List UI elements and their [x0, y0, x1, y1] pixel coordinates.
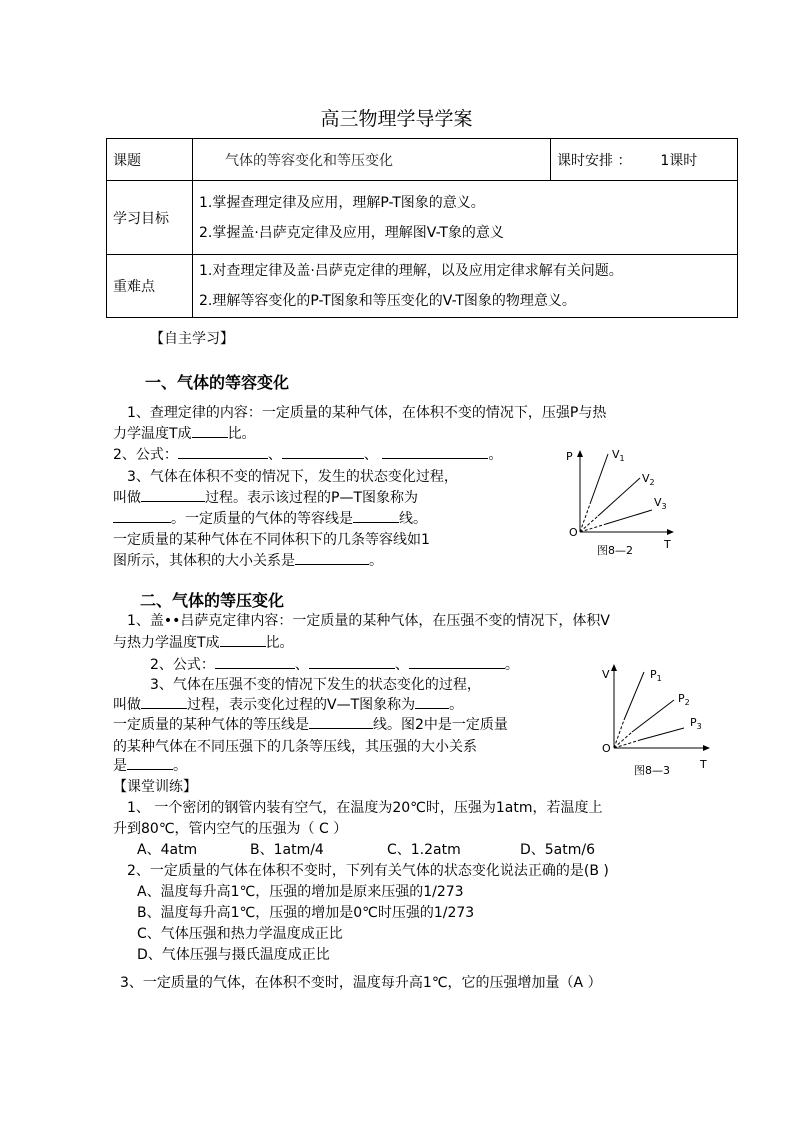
text: 与热力学温度T成	[113, 635, 220, 651]
isochore-v3	[606, 510, 652, 524]
key-label: 重难点	[107, 255, 193, 318]
p-letter: P	[678, 692, 685, 705]
text: 一定质量的某种气体的等压线是	[113, 717, 309, 733]
x-arrow	[667, 529, 674, 535]
text: 过程，表示变化过程的V—T图象称为	[187, 697, 416, 713]
text: 2、公式：	[150, 657, 215, 673]
text: 叫做	[113, 697, 141, 713]
sec2-q2-line: 2、公式： 、 、 。	[150, 654, 519, 674]
sec2-q3-line1: 3、气体在压强不变的情况下发生的状态变化的过程，	[150, 677, 481, 693]
section1-heading: 一、气体的等容变化	[145, 373, 290, 392]
sec2-q3-line3	[113, 714, 508, 734]
sec1-q1-line2	[113, 423, 256, 443]
blank	[178, 444, 268, 459]
line-label-v2	[642, 472, 655, 487]
practice-q1-option-c: C、1.2atm	[387, 842, 461, 858]
figure-caption: 图8—2	[597, 544, 633, 557]
p-letter: P	[690, 716, 697, 729]
text: 2、公式：	[113, 447, 178, 463]
time-value: 1课时	[660, 152, 698, 169]
text: 线。	[399, 511, 427, 527]
sub: 3	[696, 722, 702, 731]
practice-heading: 【课堂训练】	[113, 779, 197, 795]
practice-q1-option-a: A、4atm	[137, 842, 198, 858]
sub: 1	[656, 674, 662, 683]
blank	[192, 423, 228, 438]
page-title: 高三物理学导学案	[320, 108, 473, 130]
practice-q2-option-d: D、气体压强与摄氏温度成正比	[137, 947, 330, 963]
sec1-q3-line2	[113, 487, 418, 507]
isobar-dash	[614, 732, 632, 748]
text: 比。	[227, 426, 256, 442]
text: 力学温度T成	[113, 426, 192, 442]
sec1-q3-line3	[113, 508, 427, 528]
isochore-v2	[598, 478, 640, 516]
figure-caption: 图8—3	[634, 764, 670, 777]
sec2-q1-line1: 1、盖••吕萨克定律内容：一定质量的某种气体，在压强不变的情况下，体积V	[127, 613, 610, 629]
topic-value: 气体的等容变化和等压变化	[193, 139, 551, 181]
key-line: 1.对查理定律及盖·吕萨克定律的理解，以及应用定律求解有关问题。	[199, 263, 623, 279]
goal-line: 1.掌握查理定律及应用，理解P-T图象的意义。	[199, 194, 485, 211]
sec1-q3-line1: 3、气体在体积不变的情况下，发生的状态变化过程，	[127, 469, 458, 485]
goal-line: 2.掌握盖·吕萨克定律及应用，理解图V-T象的意义	[199, 224, 504, 241]
blank	[309, 654, 395, 669]
text: 。	[173, 758, 187, 774]
v-letter: V	[612, 448, 620, 461]
line-label-p2	[678, 692, 690, 707]
key-line: 2.理解等容变化的P-T图象和等压变化的V-T图象的物理意义。	[199, 293, 576, 309]
info-table	[106, 138, 738, 318]
figure-8-2	[560, 440, 690, 565]
text: 是	[113, 758, 127, 774]
practice-q1-option-d: D、5atm/6	[520, 842, 596, 858]
blank	[382, 444, 488, 459]
line-label-p1	[650, 668, 662, 683]
v-letter: V	[642, 472, 650, 485]
practice-q3: 3、一定质量的气体，在体积不变时，温度每升高1℃，它的压强增加量（A ）	[120, 975, 602, 991]
isochore-v1	[590, 454, 608, 504]
key-cell	[193, 255, 738, 318]
self-study-heading: 【自主学习】	[150, 331, 234, 347]
x-label: T	[664, 538, 671, 551]
figure-8-3	[594, 654, 724, 780]
blank	[353, 508, 399, 523]
sec1-q1-line1: 1、查理定律的内容：一定质量的某种气体，在体积不变的情况下，压强P与热	[127, 405, 607, 421]
time-label: 课时安排 ：	[557, 152, 632, 169]
origin-label: O	[569, 526, 578, 539]
text: 比。	[265, 635, 294, 651]
x-label: T	[700, 758, 707, 771]
goal-label: 学习目标	[107, 181, 193, 255]
isochore-dash	[580, 516, 598, 532]
line-label-v3	[654, 496, 667, 511]
practice-q2-option-b: B、温度每升高1℃，压强的增加是0℃时压强的1/273	[137, 905, 475, 921]
section2-heading: 二、气体的等压变化	[140, 591, 285, 610]
blank	[295, 550, 369, 565]
sec1-q3-line5	[113, 550, 383, 570]
p-letter: P	[650, 668, 657, 681]
sec2-q3-line5	[113, 755, 187, 775]
sec2-q1-line2	[113, 632, 294, 652]
y-label: P	[566, 450, 573, 463]
y-label: V	[602, 668, 610, 681]
time-cell	[551, 139, 738, 181]
text: 。	[449, 697, 464, 713]
sub: 1	[619, 454, 625, 463]
practice-q2-option-c: C、气体压强和热力学温度成正比	[137, 926, 343, 942]
blank	[415, 694, 449, 709]
blank	[309, 714, 373, 729]
sec1-q3-line4: 一定质量的某种气体在不同体积下的几条等容线如1	[113, 532, 430, 548]
sub: 3	[661, 502, 667, 511]
blank	[141, 487, 205, 502]
blank	[282, 444, 364, 459]
origin-label: O	[602, 742, 611, 755]
isobar-p2	[632, 700, 674, 732]
blank	[141, 694, 187, 709]
practice-q1-option-b: B、1atm/4	[250, 842, 324, 858]
practice-q1-line1: 1、 一个密闭的钢管内装有空气，在温度为20℃时，压强为1atm，若温度上	[127, 800, 603, 816]
y-arrow	[611, 664, 617, 671]
text: 图所示，其体积的大小关系是	[113, 553, 295, 569]
isobar-p1	[624, 672, 644, 720]
text: 过程。表示该过程的P—T图象称为	[205, 490, 418, 506]
sec1-q2-line: 2、公式： 、 、 。	[113, 444, 502, 464]
line-label-v1	[612, 448, 625, 463]
goal-cell	[193, 181, 738, 255]
v-letter: V	[654, 496, 662, 509]
practice-q2: 2、一定质量的气体在体积不变时，下列有关气体的状态变化说法正确的是(B )	[127, 863, 609, 879]
practice-q1-line2: 升到80℃，管内空气的压强为（ C ）	[113, 821, 348, 837]
blank	[220, 632, 266, 647]
blank	[113, 508, 171, 523]
y-arrow	[577, 450, 583, 457]
blank	[127, 755, 173, 770]
practice-q2-option-a: A、温度每升高1℃，压强的增加是原来压强的1/273	[137, 884, 464, 900]
blank	[215, 654, 295, 669]
text: 。一定质量的气体的等容线是	[171, 511, 353, 527]
text: 叫做	[113, 490, 141, 506]
text: 线。图2中是一定质量	[373, 717, 508, 733]
topic-label: 课题	[107, 139, 193, 181]
sec2-q3-line2	[113, 694, 463, 714]
blank	[409, 654, 505, 669]
x-arrow	[703, 745, 710, 751]
isobar-p3	[640, 728, 684, 740]
sec2-q3-line4: 的某种气体在不同压强下的几条等压线，其压强的大小关系	[113, 739, 477, 755]
text: 。	[369, 553, 383, 569]
sub: 2	[684, 698, 690, 707]
sub: 2	[649, 478, 655, 487]
line-label-p3	[690, 716, 702, 731]
